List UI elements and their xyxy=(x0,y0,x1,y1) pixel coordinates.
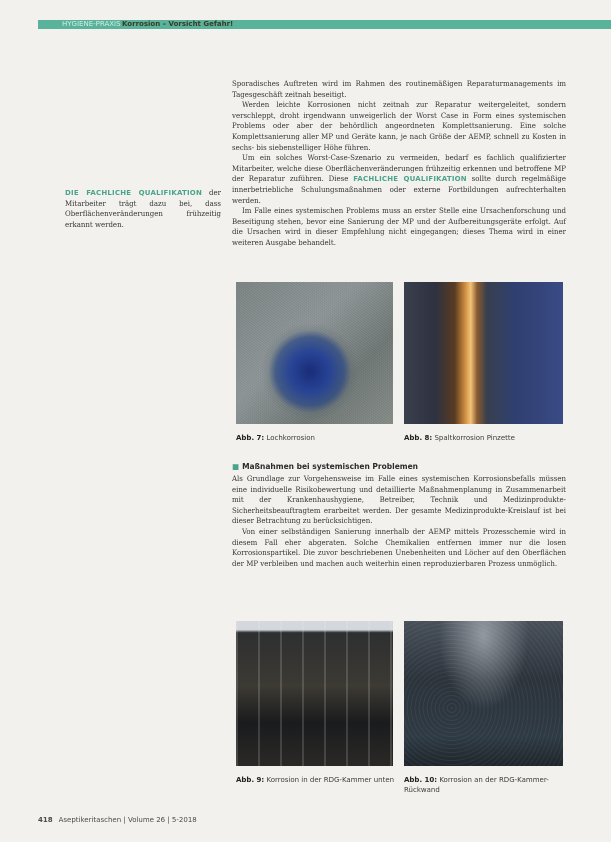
figure-7-caption xyxy=(236,434,396,444)
main-column-bottom xyxy=(232,474,566,569)
figure-7-number: Abb. 7: xyxy=(236,434,265,442)
figure-9-number: Abb. 9: xyxy=(236,776,265,784)
page-footer xyxy=(38,816,197,824)
paragraph-3-b: sollte durch regelmäßige innerbetriebliche Schulungsmaßnahmen oder externe Fortbildungen aufrechterhalten werden. xyxy=(232,175,566,205)
page-number: 418 xyxy=(38,816,53,824)
paragraph-3-a: Um ein solches Worst-Case-Szenario zu vermeiden, bedarf es fachlich qualifizierter Mitarbeiter, welche diese Oberflächenveränderungen frühzeitig erkennen und betroffene MP der Reparatur zuführen. Diese xyxy=(232,154,566,184)
figure-8-number: Abb. 8: xyxy=(404,434,433,442)
header-section: HYGIENE-PRAXIS xyxy=(62,20,121,28)
figure-8-caption xyxy=(404,434,564,444)
section-heading xyxy=(232,462,566,471)
figure-7-text: Lochkorrosion xyxy=(266,434,315,442)
paragraph-1: Sporadisches Auftreten wird im Rahmen des routinemäßigen Reparaturmanagements im Tagesgeschäft zeitnah beseitigt. xyxy=(232,80,566,99)
figure-8-text: Spaltkorrosion Pinzette xyxy=(434,434,515,442)
paragraph-3-highlight: FACHLICHE QUALIFIKATION xyxy=(353,175,467,184)
journal-info: Aseptikeritaschen | Volume 26 | 5-2018 xyxy=(58,816,197,824)
sidebar-quote xyxy=(65,188,221,230)
figure-10-caption xyxy=(404,776,564,795)
paragraph-4: Im Falle eines systemischen Problems muss an erster Stelle eine Ursachenforschung und Beseitigung stehen, bevor eine Sanierung der MP und der Aufbereitungsgeräte erfolgt. Auf die Ursachen wird in dieser Empfehlung nicht eingegangen; dieses Thema wird in einer weiteren Ausgabe behandelt. xyxy=(232,207,566,247)
paragraph-2: Werden leichte Korrosionen nicht zeitnah zur Reparatur weitergeleitet, sondern verschleppt, droht irgendwann unweigerlich der Worst Case in Form eines systemischen Problems oder aber der behördlich angeordneten Komplettsanierung. Eine solche Komplettsanierung aller MP und Geräte kann, je nach Größe der AEMP, schnell zu Kosten in sechs- bis siebenstelliger Höhe führen. xyxy=(232,101,566,152)
figure-9-caption xyxy=(236,776,396,786)
running-header xyxy=(38,20,611,29)
figure-9-text: Korrosion in der RDG-Kammer unten xyxy=(266,776,395,784)
sidebar-highlight: DIE FACHLICHE QUALIFIKATION xyxy=(65,189,203,197)
section-paragraph-2: Von einer selbständigen Sanierung innerhalb der AEMP mittels Prozesschemie wird in diesem Fall eher abgeraten. Solche Chemikalien entfernen immer nur die losen Korrosionspartikel. Die zuvor beschriebenen Unebenheiten und Löcher auf den Oberflächen der MP verbleiben und machen auch weiterhin einen reproduzierbaren Prozess unmöglich. xyxy=(232,527,566,568)
figure-8-image xyxy=(404,282,563,424)
main-column-top xyxy=(232,79,566,249)
figure-7-image xyxy=(236,282,393,424)
figure-10-image xyxy=(404,621,563,766)
figure-9-image xyxy=(236,621,393,766)
header-title: Korrosion – Vorsicht Gefahr! xyxy=(122,20,234,28)
paragraph-3 xyxy=(232,153,566,206)
section-paragraph-1: Als Grundlage zur Vorgehensweise im Falle eines systemischen Korrosionsbefalls müssen eine individuelle Risikobewertung und detaillierte Maßnahmenplanung in Zusammenarbeit mit der Krankenhaushygiene, Betreiber, Technik und Medizinprodukte-Sicherheitsbeauftragtem erarbeitet werden. Der gesamte Medizinprodukte-Kreislauf ist bei dieser Betrachtung zu berücksichtigen. xyxy=(232,475,566,526)
figure-10-number: Abb. 10: xyxy=(404,776,438,784)
sidebar-text: der Mitarbeiter trägt dazu bei, dass Oberflächenveränderungen frühzeitig erkannt werden. xyxy=(65,189,221,229)
section-heading-text: Maßnahmen bei systemischen Problemen xyxy=(242,462,419,471)
figure-10-text: Korrosion an der RDG-Kammer-Rückwand xyxy=(404,776,549,794)
heading-bullet-icon: ■ xyxy=(232,462,240,471)
